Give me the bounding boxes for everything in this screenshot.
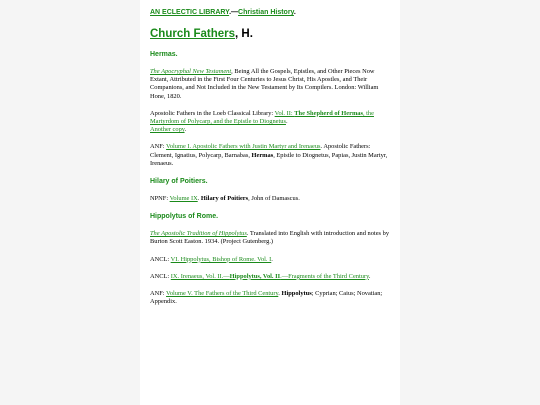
ancl-vi-link[interactable]: VI. Hippolytus, Bishop of Rome. Vol. I [170, 255, 272, 263]
npnf-bold: Hilary of Poitiers [200, 195, 249, 203]
npnf-post: , John of Damascus. [248, 195, 300, 203]
section-heading-hermas: Hermas. [150, 51, 178, 58]
loeb-link-b: The Shepherd of Hermas [294, 109, 363, 117]
apostolic-tradition-link[interactable] [150, 230, 247, 237]
content [150, 8, 390, 306]
ancl-vi-pre: ANCL: [150, 255, 171, 263]
title-link[interactable]: Church Fathers [150, 28, 235, 40]
ancl-ix-link-c: .—Fragments of the Third Century [280, 272, 369, 280]
entry-anf-vol1 [150, 143, 390, 168]
entry-loeb [150, 110, 390, 135]
anf1-mid: . Apostolic Fathers: Clement, Ignatius, Polycarp, Barnabas, [150, 143, 371, 159]
header-end: . [293, 9, 296, 16]
anf1-post: , Epistle to Diognetus, Papias, Justin Martyr, Irenaeus. [150, 151, 388, 167]
loeb-link-c: , the Martyrdom of Polycarp, and the Epistle to Diognetus [150, 109, 374, 126]
header-dash: .— [229, 9, 239, 16]
npnf-vol9-link[interactable]: Volume IX [169, 195, 198, 203]
loeb-link-a: Vol. II: [274, 109, 295, 117]
ancl-vi-post: . [271, 255, 273, 263]
apostolic-tradition-link-text: The Apostolic Tradition of Hippolytus [150, 230, 247, 238]
another-copy-link[interactable]: Another copy [150, 126, 185, 134]
anf1-pre: ANF: [150, 143, 167, 151]
entry-apostolic-tradition [150, 230, 390, 246]
section-heading-hilary: Hilary of Poitiers. [150, 178, 208, 186]
ancl-ix-pre: ANCL: [150, 272, 171, 280]
anf5-mid: . [278, 290, 282, 298]
anf5-bold: Hippolytus [281, 290, 312, 298]
anf5-post: ; Cyprian; Caius; Novatian; Appendix. [150, 290, 383, 306]
ancl-ix-link-a: IX. Irenaeus, Vol. II.— [170, 272, 230, 280]
anf-vol5-link[interactable]: Volume V. The Fathers of the Third Century [166, 290, 279, 298]
page [140, 0, 400, 405]
entry-npnf-vol9 [150, 195, 390, 203]
anf-vol1-link[interactable]: Volume I. Apostolic Fathers with Justin Martyr and Irenaeus [166, 143, 321, 151]
site-link[interactable]: AN ECLECTIC LIBRARY [150, 9, 230, 16]
apocryphal-nt-link-text: The Apocryphal New Testament [150, 68, 232, 75]
npnf-pre: NPNF: [150, 195, 170, 203]
apocryphal-nt-link[interactable] [150, 68, 231, 75]
entry-ancl-vi [150, 256, 390, 264]
title-tail: , H. [235, 28, 253, 40]
ancl-ix-link[interactable] [171, 273, 369, 280]
section-link[interactable]: Christian History [238, 9, 294, 16]
loeb-dot: . [285, 118, 288, 126]
another-copy-dot: . [184, 126, 187, 134]
page-title [150, 28, 390, 41]
ancl-ix-post: . [368, 272, 371, 280]
npnf-mid: . [197, 195, 201, 203]
anf5-pre: ANF: [150, 290, 167, 298]
site-header [150, 8, 390, 17]
anf1-bold: Hermas [251, 151, 274, 159]
entry-apocryphal-nt [150, 68, 390, 101]
loeb-pre: Apostolic Fathers in the Loeb Classical Library: [150, 109, 275, 117]
section-heading-hippolytus: Hippolytus of Rome. [150, 213, 219, 221]
ancl-ix-link-b: Hippolytus, Vol. II [229, 272, 281, 280]
entry-anf-vol5 [150, 290, 390, 306]
entry-ancl-ix [150, 273, 390, 281]
apostolic-tradition-text: . Translated into English with introduction and notes by Burton Scott Easton. 1934. (Project Gutenberg.) [150, 230, 390, 246]
apocryphal-nt-text: , Being All the Gospels, Epistles, and Other Pieces Now Extant, Attributed in the First Four Centuries to Jesus Christ, His Apostles, and Their Companions, and Not Included in the New Testament by Its Compilers. London: William Hone, 1820. [150, 68, 379, 100]
